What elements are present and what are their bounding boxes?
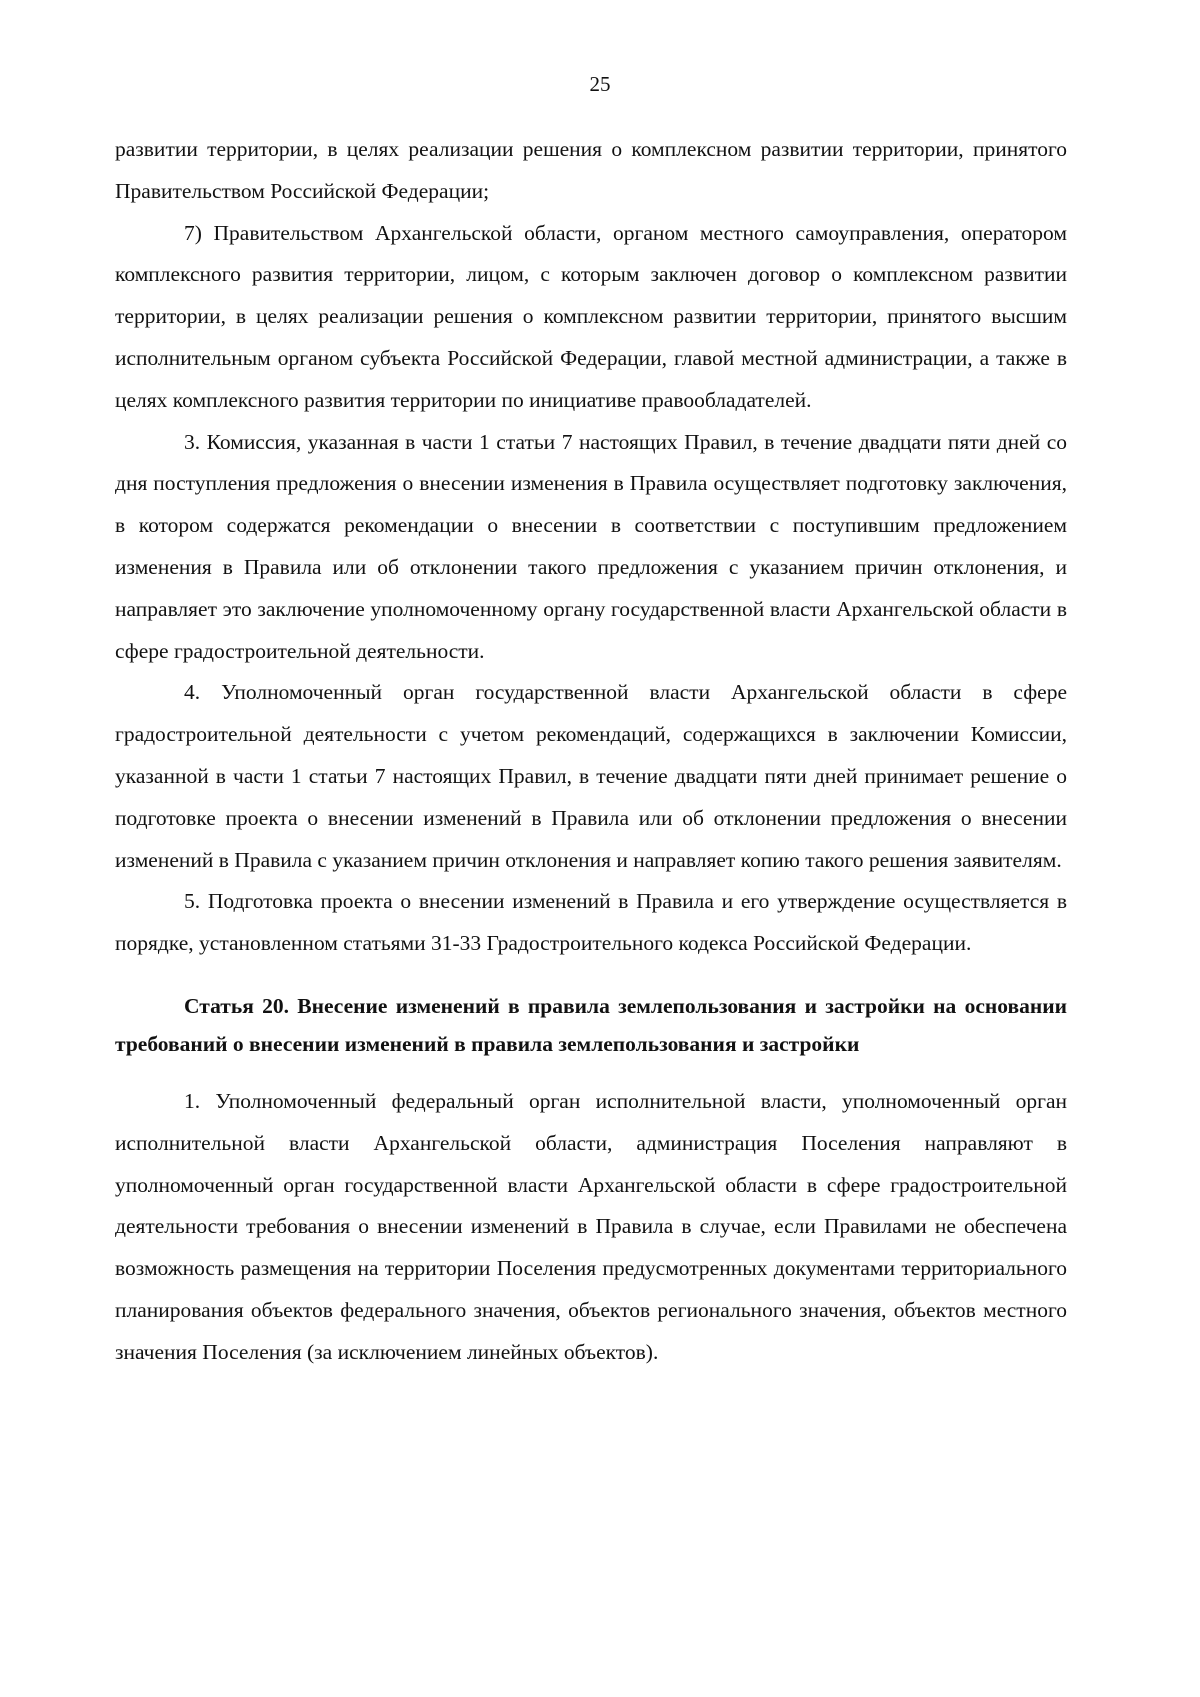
page-number: 25 <box>589 72 611 96</box>
article-20-heading: Статья 20. Внесение изменений в правила землепользования и застройки на основании требований о внесении изменений в правила землепользования и застройки <box>115 993 1067 1056</box>
document-body <box>115 129 1067 1374</box>
paragraph-item-7: 7) Правительством Архангельской области, органом местного самоуправления, оператором комплексного развития территории, лицом, с которым заключен договор о комплексном развитии территории, в целях реализации решения о комплексном развитии территории, принятого высшим исполнительным органом субъекта Российской Федерации, главой местной администрации, а также в целях комплексного развития территории по инициативе правообладателей. <box>115 220 1067 412</box>
article-20-paragraph-1: 1. Уполномоченный федеральный орган исполнительной власти, уполномоченный орган исполнительной власти Архангельской области, администрация Поселения направляют в уполномоченный орган государственной власти Архангельской области в сфере градостроительной деятельности требования о внесении изменений в Правила в случае, если Правилами не обеспечена возможность размещения на территории Поселения предусмотренных документами территориального планирования объектов федерального значения, объектов регионального значения, объектов местного значения Поселения (за исключением линейных объектов). <box>115 1088 1067 1364</box>
paragraph-5: 5. Подготовка проекта о внесении изменений в Правила и его утверждение осуществляется в порядке, установленном статьями 31-33 Градостроительного кодекса Российской Федерации. <box>115 889 1067 956</box>
paragraph-3: 3. Комиссия, указанная в части 1 статьи 7 настоящих Правил, в течение двадцати пяти дней со дня поступления предложения о внесении изменения в Правила осуществляет подготовку заключения, в котором содержатся рекомендации о внесении в соответствии с поступившим предложением изменения в Правила или об отклонении такого предложения с указанием причин отклонения, и направляет это заключение уполномоченному органу государственной власти Архангельской области в сфере градостроительной деятельности. <box>115 429 1067 663</box>
paragraph-continuation: развитии территории, в целях реализации решения о комплексном развитии территории, принятого Правительством Российской Федерации; <box>115 137 1067 203</box>
paragraph-4: 4. Уполномоченный орган государственной власти Архангельской области в сфере градостроительной деятельности с учетом рекомендаций, содержащихся в заключении Комиссии, указанной в части 1 статьи 7 настоящих Правил, в течение двадцати пяти дней принимает решение о подготовке проекта о внесении изменений в Правила или об отклонении предложения о внесении изменений в Правила с указанием причин отклонения и направляет копию такого решения заявителям. <box>115 680 1067 872</box>
